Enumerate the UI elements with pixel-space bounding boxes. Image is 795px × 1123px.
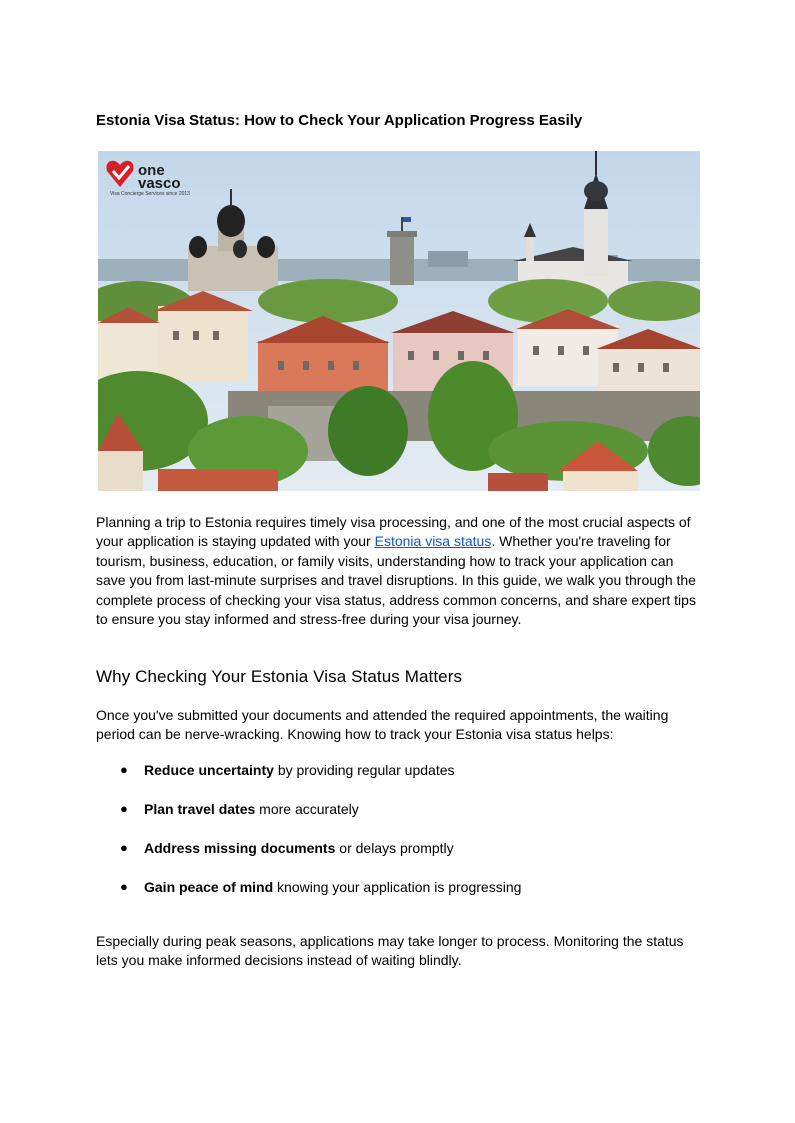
list-item — [96, 877, 700, 916]
list-item — [96, 838, 700, 877]
estonia-visa-status-link[interactable]: Estonia visa status — [374, 533, 492, 550]
bullet-bold-text: Address missing documents — [144, 840, 336, 856]
bullet-dot: ● — [120, 762, 128, 777]
brand-name-line1: one — [138, 162, 165, 179]
bullet-dot: ● — [120, 879, 128, 894]
bullet-dot: ● — [120, 840, 128, 855]
intro-text-after-link: . Whether you're traveling for tourism, business, education, or family visits, understanding how to track your application can save you from last-minute surprises and travel disruptions. In this guide, we walk you through the complete process of checking your visa status, address common concerns, and share expert tips to ensure you stay informed and stress-free during your visa journey. — [96, 533, 696, 628]
bullet-text: by providing regular updates — [273, 762, 455, 778]
bullet-bold-text: Reduce uncertainty — [144, 762, 274, 778]
bullet-text: knowing your application is progressing — [273, 879, 522, 895]
bullet-text: or delays promptly — [335, 840, 454, 856]
bullet-bold-text: Gain peace of mind — [144, 879, 274, 895]
bullet-bold-text: Plan travel dates — [144, 801, 256, 817]
brand-name-line2: vasco — [138, 175, 181, 192]
list-item — [96, 760, 700, 799]
article-title: Estonia Visa Status: How to Check Your Application Progress Easily — [96, 112, 583, 129]
bullet-dot: ● — [120, 801, 128, 816]
list-item — [96, 799, 700, 838]
outro-paragraph: Especially during peak seasons, applications may take longer to process. Monitoring the status lets you make informed decisions instead of waiting blindly. — [96, 933, 684, 969]
intro-text-before-link: Planning a trip to Estonia requires timely visa processing, and one of the most crucial aspects of your application is staying updated with your — [96, 514, 691, 550]
bullet-text: more accurately — [255, 801, 359, 817]
benefits-list — [96, 760, 700, 916]
intro-paragraph — [96, 513, 700, 629]
hero-image-tallinn — [98, 151, 700, 491]
section-heading: Why Checking Your Estonia Visa Status Matters — [96, 667, 463, 686]
brand-tagline: Visa Concierge Services since 2013 — [110, 191, 190, 197]
lead-paragraph: Once you've submitted your documents and attended the required appointments, the waiting period can be nerve-wracking. Knowing how to track your Estonia visa status helps: — [96, 707, 669, 743]
